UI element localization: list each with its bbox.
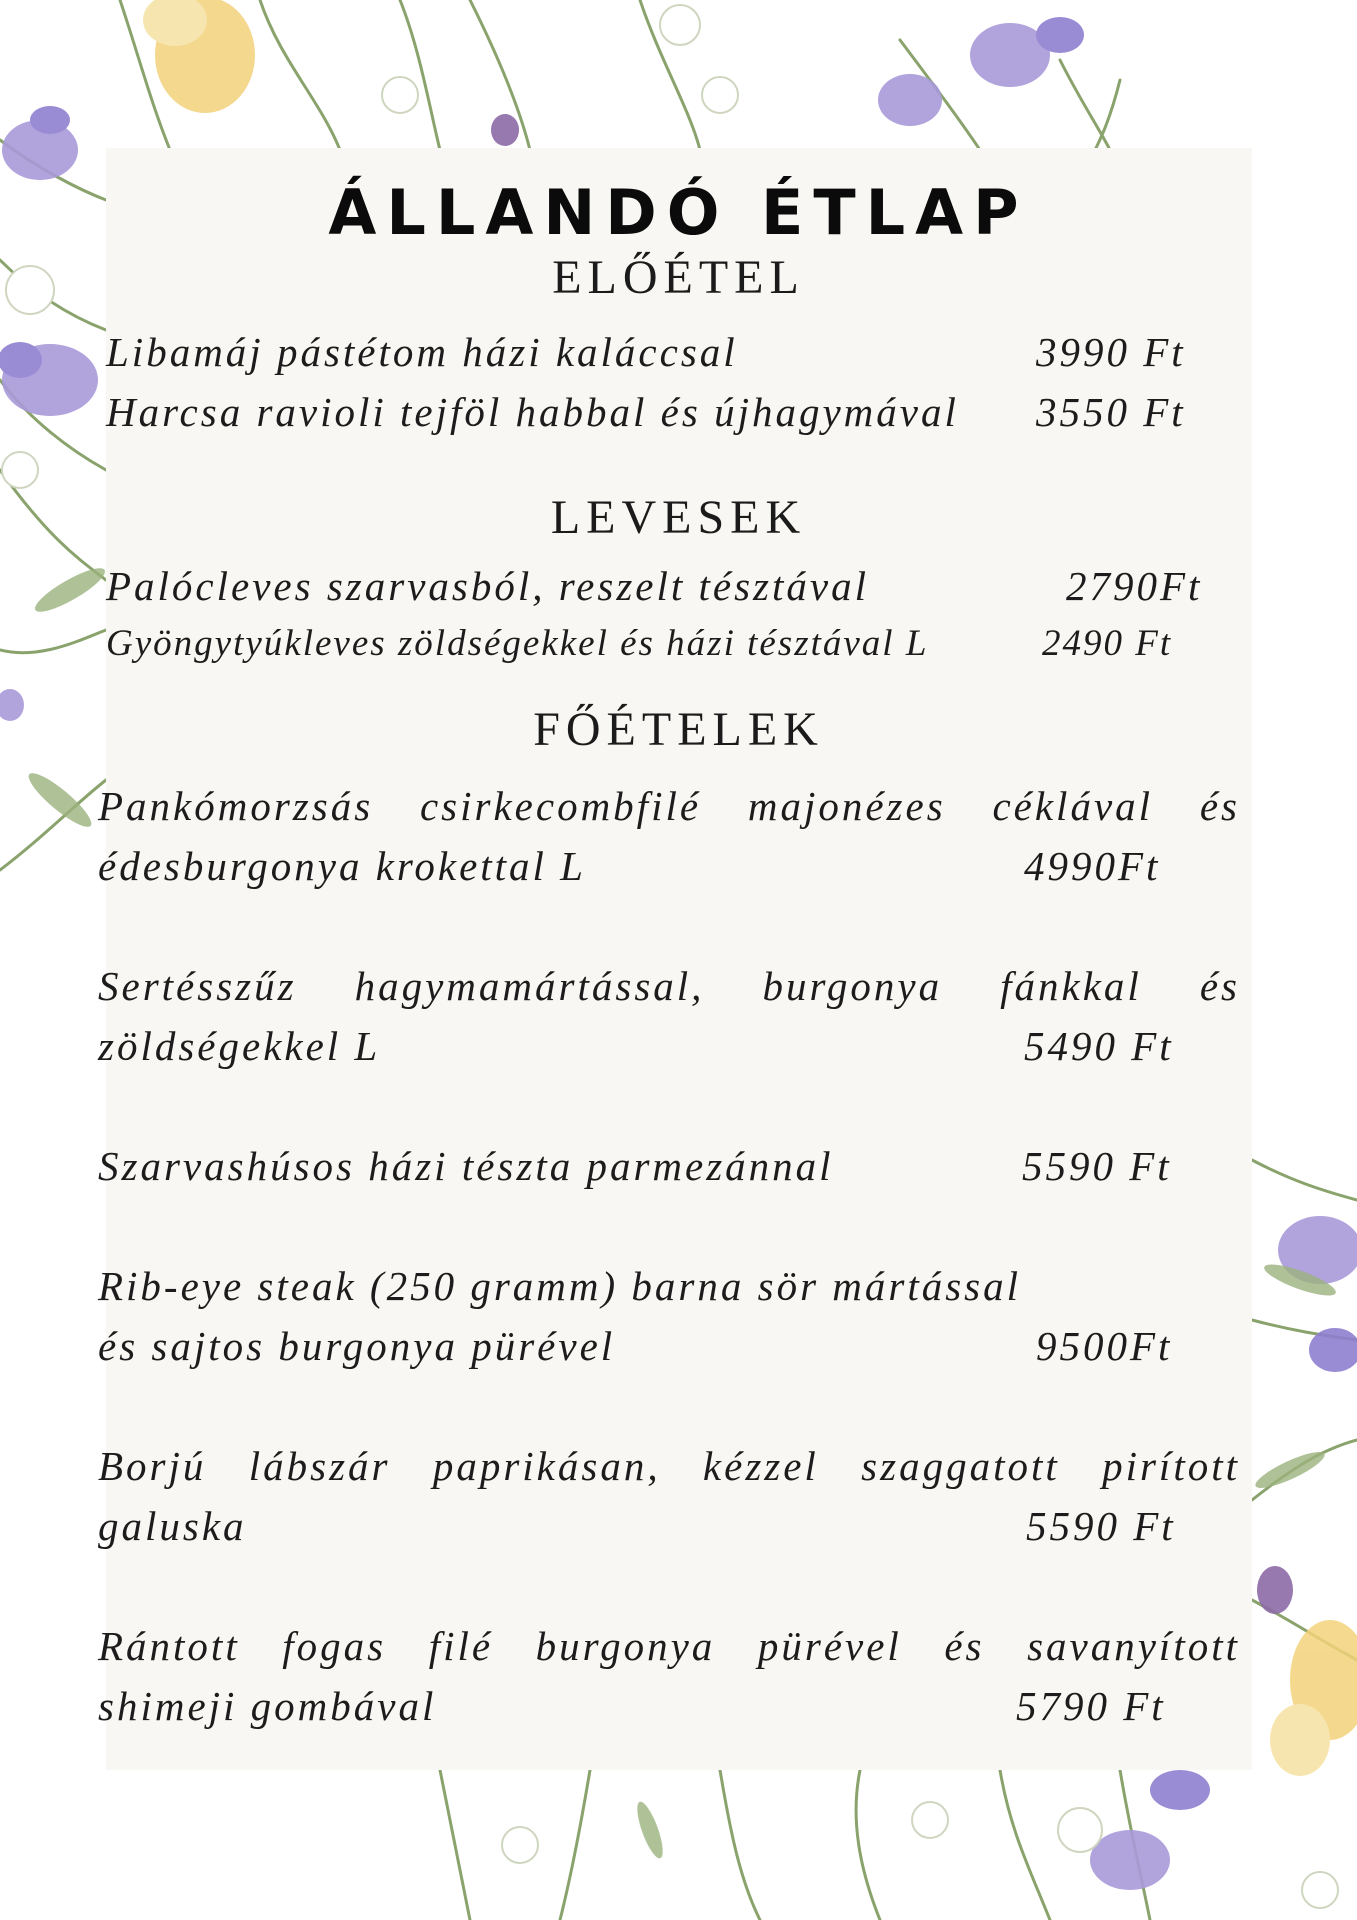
menu-item-text: Harcsa ravioli tejföl habbal és újhagymával bbox=[106, 389, 959, 435]
page-title: ÁLLANDÓ ÉTLAP bbox=[328, 176, 1029, 249]
menu-item-text: Libamáj pástétom házi kaláccsal bbox=[106, 329, 738, 375]
menu-item-price: 5790 Ft bbox=[1016, 1683, 1166, 1729]
menu-item-text: Palócleves szarvasból, reszelt tésztával bbox=[106, 563, 869, 609]
menu-item-text: Borjú lábszár paprikásan, kézzel szaggatott pirított bbox=[98, 1443, 1240, 1489]
section-title-eloetel: ELŐÉTEL bbox=[552, 251, 805, 304]
menu-item-text: shimeji gombával bbox=[98, 1683, 437, 1729]
menu-item-text: Pankómorzsás csirkecombfilé majonézes céklával és bbox=[98, 783, 1240, 829]
menu-item-text: Rib-eye steak (250 gramm) barna sör mártással bbox=[98, 1263, 1022, 1309]
menu-item-price: 3550 Ft bbox=[1036, 389, 1186, 435]
menu-item-text: Szarvashúsos házi tészta parmezánnal bbox=[98, 1143, 834, 1189]
menu-item-price: 9500Ft bbox=[1036, 1323, 1173, 1369]
section-title-levesek: LEVESEK bbox=[550, 491, 807, 544]
menu-item-text: és sajtos burgonya pürével bbox=[98, 1323, 616, 1369]
menu-item-text: Sertésszűz hagymamártással, burgonya fánkkal és bbox=[98, 963, 1240, 1009]
menu-item-price: 2490 Ft bbox=[1042, 623, 1173, 664]
menu-item-price: 5590 Ft bbox=[1022, 1143, 1172, 1189]
menu-item-price: 2790Ft bbox=[1066, 563, 1203, 609]
menu-item-price: 5490 Ft bbox=[1024, 1023, 1174, 1069]
menu-item-price: 3990 Ft bbox=[1036, 329, 1186, 375]
menu-item-text: zöldségekkel L bbox=[98, 1023, 381, 1069]
menu-item-text: Gyöngytyúkleves zöldségekkel és házi tésztával L bbox=[106, 623, 929, 664]
menu-item-price: 4990Ft bbox=[1024, 843, 1161, 889]
menu-item-price: 5590 Ft bbox=[1026, 1503, 1176, 1549]
section-title-foetelek: FŐÉTELEK bbox=[533, 703, 824, 756]
menu-item-text: galuska bbox=[98, 1503, 247, 1549]
menu-item-text: édesburgonya krokettal L bbox=[98, 843, 586, 889]
menu-item-text: Rántott fogas filé burgonya pürével és savanyított bbox=[98, 1623, 1240, 1669]
